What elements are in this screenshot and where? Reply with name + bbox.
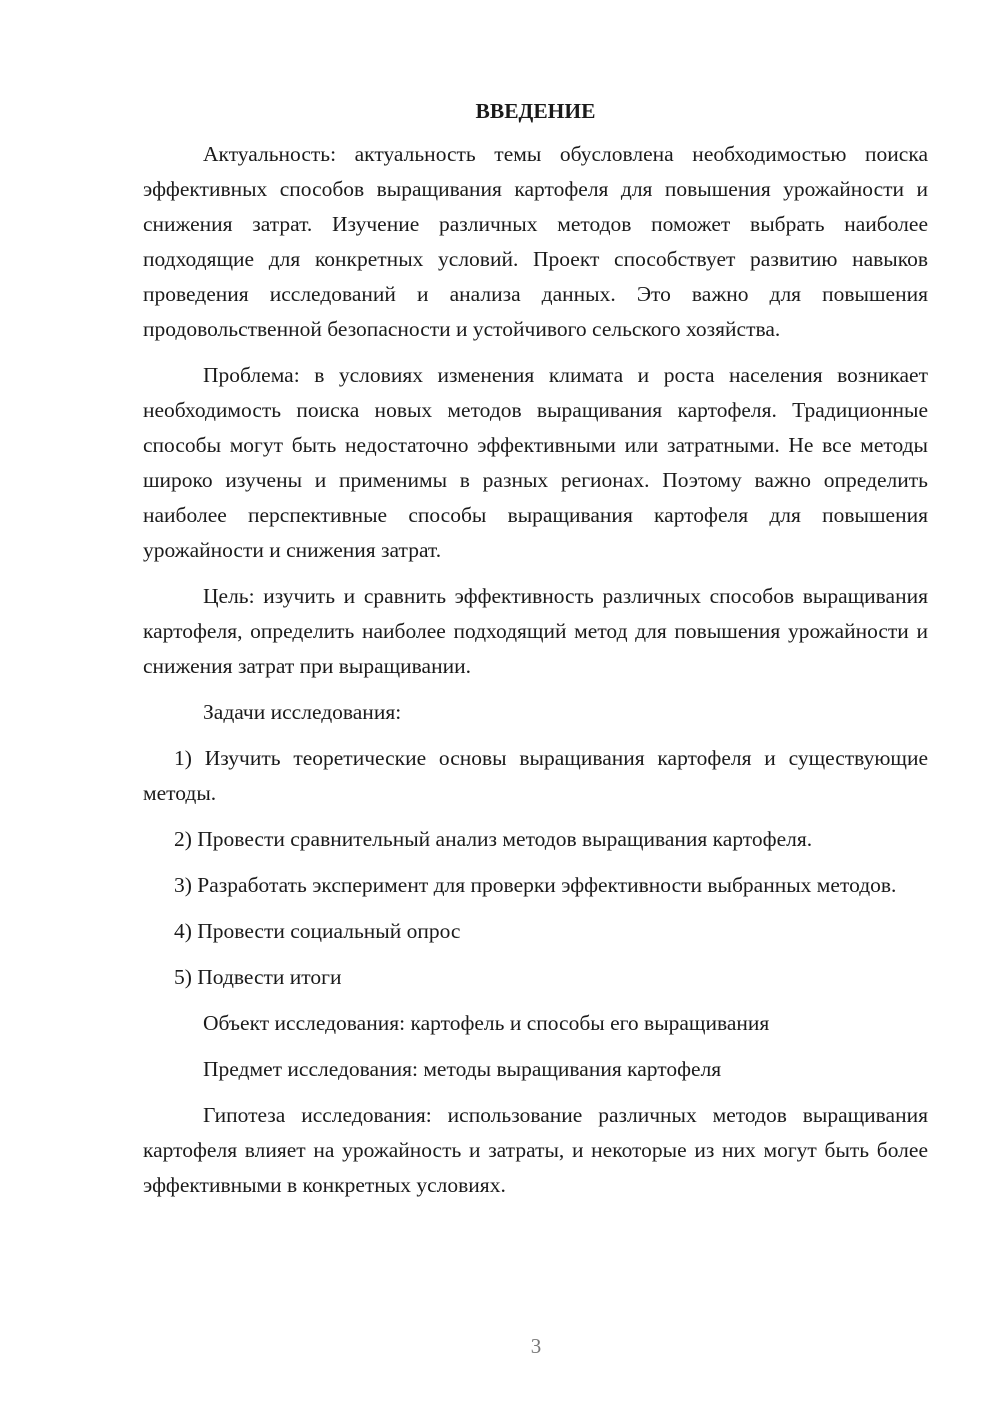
- research-subject: Предмет исследования: методы выращивания картофеля: [203, 1057, 722, 1081]
- problem-paragraph: Проблема: в условиях изменения климата и роста населения возникает необходимость поиска новых методов выращивания картофеля. Традиционные способы могут быть недостаточно эффективными или затратными. Не все методы широко изучены и применимы в разных регионах. Поэтому важно определить наиболее перспективные способы выращивания картофеля для повышения урожайности и снижения затрат.: [143, 363, 928, 562]
- task-item-1: 1) Изучить теоретические основы выращивания картофеля и существующие методы.: [143, 746, 928, 805]
- section-title: ВВЕДЕНИЕ: [475, 99, 596, 123]
- task-item-4: 4) Провести социальный опрос: [174, 919, 461, 943]
- task-item-3: 3) Разработать эксперимент для проверки эффективности выбранных методов.: [174, 873, 897, 897]
- document-page: [143, 96, 928, 1214]
- research-object: Объект исследования: картофель и способы его выращивания: [203, 1011, 770, 1035]
- page-number: 3: [530, 1334, 542, 1358]
- goal-paragraph: Цель: изучить и сравнить эффективность различных способов выращивания картофеля, определить наиболее подходящий метод для повышения урожайности и снижения затрат при выращивании.: [143, 584, 928, 678]
- task-item-2: 2) Провести сравнительный анализ методов выращивания картофеля.: [174, 827, 813, 851]
- research-hypothesis: Гипотеза исследования: использование различных методов выращивания картофеля влияет на урожайность и затраты, и некоторые из них могут быть более эффективными в конкретных условиях.: [143, 1103, 928, 1197]
- task-item-5: 5) Подвести итоги: [174, 965, 342, 989]
- relevance-paragraph: Актуальность: актуальность темы обусловлена необходимостью поиска эффективных способов выращивания картофеля для повышения урожайности и снижения затрат. Изучение различных методов поможет выбрать наиболее подходящие для конкретных условий. Проект способствует развитию навыков проведения исследований и анализа данных. Это важно для повышения продовольственной безопасности и устойчивого сельского хозяйства.: [143, 142, 928, 341]
- tasks-heading: Задачи исследования:: [203, 700, 402, 724]
